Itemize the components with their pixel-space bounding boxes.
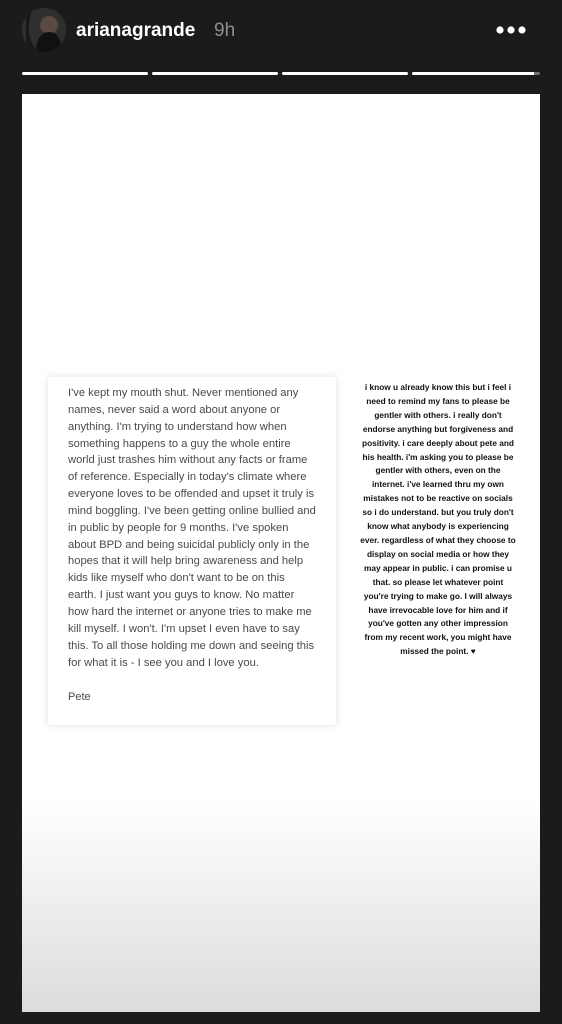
avatar[interactable] [22,8,66,52]
story-caption: i know u already know this but i feel i need to remind my fans to please be gentler with others. i really don't endorse anything but forgiveness and positivity. i care deeply about pete and his health. i'm asking you to please be gentler with others, even on the internet. i've learned thru my own mistakes not to be reactive on socials so i do understand. but you truly don't know what anybody is experiencing ever. regardless of what they choose to display on social media or how they may appear in public. i can promise u that. so please let whatever point you're trying to make go. I will always have irrevocable love for him and if you've gotten any other impression from my recent work, you might have missed the point. ♥ [360,382,516,657]
more-horizontal-icon[interactable] [494,16,528,44]
story-progress [0,72,562,75]
note-screenshot [48,377,336,725]
progress-segment [152,72,278,75]
post-time: 9h [214,20,236,41]
story-content[interactable] [22,94,540,1012]
progress-fill [412,72,534,75]
progress-segment [22,72,148,75]
username[interactable]: arianagrande [76,20,196,41]
profile-photo [22,8,66,52]
note-signature: Pete [68,691,91,703]
progress-segment [282,72,408,75]
progress-segment-current [412,72,540,75]
story-header [0,0,562,62]
note-text: I've kept my mouth shut. Never mentioned any names, never said a word about anyone or anything. I'm trying to understand how when something happens to a guy the whole entire world just trashes him without any facts or frame of reference. Especially in today's climate where everyone loves to be offended and upset it truly is mind boggling. I've been getting online bullied and in public by people for 9 months. I've spoken about BPD and being suicidal publicly only in the hopes that it will help bring awareness and help kids like myself who don't want to be on this earth. I just want you guys to know. No matter how hard the internet or anyone tries to make me kill myself. I won't. I'm upset I even have to say this. To all those holding me down and seeing this for what it is - I see you and I love you. [68,387,316,669]
